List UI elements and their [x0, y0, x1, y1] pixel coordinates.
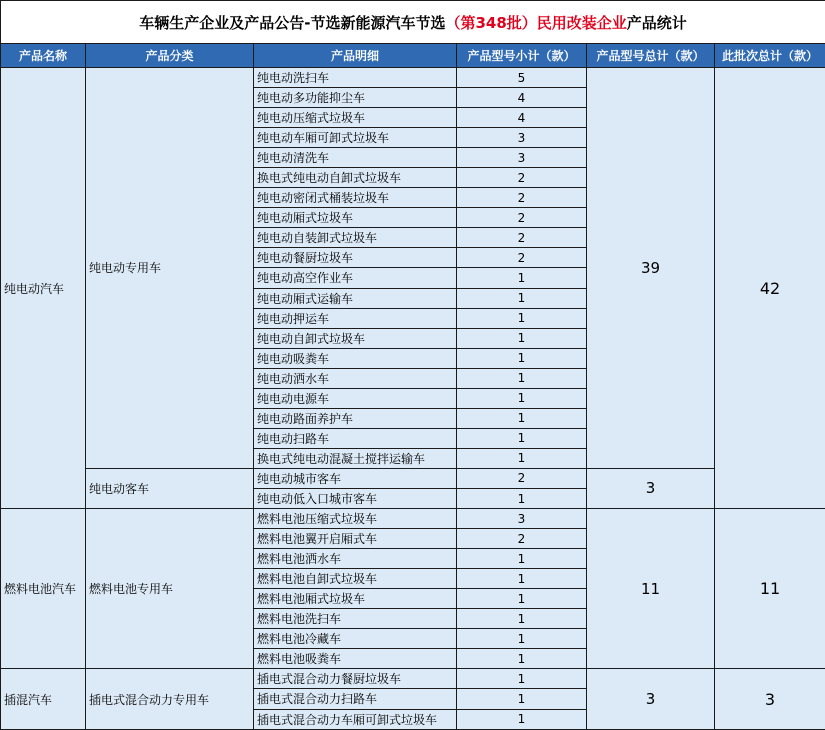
model-subtotal-cell: 1 — [457, 629, 587, 649]
product-detail-cell: 纯电动洒水车 — [254, 368, 457, 388]
model-subtotal-cell: 1 — [457, 308, 587, 328]
product-category-cell: 插电式混合动力专用车 — [86, 669, 254, 730]
model-subtotal-cell: 3 — [457, 509, 587, 529]
product-detail-cell: 纯电动自卸式垃圾车 — [254, 328, 457, 348]
product-detail-cell: 纯电动洗扫车 — [254, 68, 457, 88]
model-subtotal-cell: 2 — [457, 468, 587, 488]
model-subtotal-cell: 1 — [457, 268, 587, 288]
model-subtotal-cell: 2 — [457, 228, 587, 248]
model-subtotal-cell: 3 — [457, 128, 587, 148]
model-subtotal-cell: 1 — [457, 368, 587, 388]
product-name-cell: 燃料电池汽车 — [1, 509, 86, 669]
product-detail-cell: 纯电动低入口城市客车 — [254, 488, 457, 508]
product-detail-cell: 纯电动压缩式垃圾车 — [254, 108, 457, 128]
product-detail-cell: 燃料电池自卸式垃圾车 — [254, 569, 457, 589]
table-body — [1, 68, 825, 730]
product-category-cell: 纯电动客车 — [86, 468, 254, 508]
model-subtotal-cell: 1 — [457, 609, 587, 629]
title-part1: 车辆生产企业及产品公告-节选新能源汽车节选 — [139, 13, 446, 32]
product-detail-cell: 插电式混合动力扫路车 — [254, 689, 457, 709]
table-row — [1, 509, 825, 529]
product-detail-cell: 纯电动电源车 — [254, 388, 457, 408]
title-row — [1, 1, 825, 44]
table-row — [1, 669, 825, 689]
model-subtotal-cell: 2 — [457, 529, 587, 549]
model-subtotal-cell: 1 — [457, 288, 587, 308]
batch-total-cell: 42 — [715, 68, 825, 509]
product-detail-cell: 燃料电池冷藏车 — [254, 629, 457, 649]
header-model-total: 产品型号总计（款） — [587, 44, 715, 68]
model-subtotal-cell: 1 — [457, 689, 587, 709]
model-subtotal-cell: 1 — [457, 428, 587, 448]
model-subtotal-cell: 1 — [457, 348, 587, 368]
model-subtotal-cell: 2 — [457, 168, 587, 188]
model-subtotal-cell: 1 — [457, 488, 587, 508]
product-category-cell: 燃料电池专用车 — [86, 509, 254, 669]
model-subtotal-cell: 1 — [457, 388, 587, 408]
product-detail-cell: 燃料电池洒水车 — [254, 549, 457, 569]
header-batch-total: 此批次总计（款） — [715, 44, 825, 68]
batch-total-cell: 11 — [715, 509, 825, 669]
model-total-cell: 11 — [587, 509, 715, 669]
model-subtotal-cell: 1 — [457, 328, 587, 348]
product-detail-cell: 纯电动厢式运输车 — [254, 288, 457, 308]
model-subtotal-cell: 4 — [457, 108, 587, 128]
header-product-detail: 产品明细 — [254, 44, 457, 68]
product-detail-cell: 燃料电池厢式垃圾车 — [254, 589, 457, 609]
header-product-category: 产品分类 — [86, 44, 254, 68]
model-total-cell: 3 — [587, 468, 715, 508]
product-detail-cell: 燃料电池洗扫车 — [254, 609, 457, 629]
table-title — [1, 1, 825, 44]
product-detail-cell: 纯电动清洗车 — [254, 148, 457, 168]
model-subtotal-cell: 1 — [457, 669, 587, 689]
product-detail-cell: 纯电动高空作业车 — [254, 268, 457, 288]
product-detail-cell: 燃料电池翼开启厢式车 — [254, 529, 457, 549]
product-detail-cell: 换电式纯电动自卸式垃圾车 — [254, 168, 457, 188]
product-detail-cell: 纯电动扫路车 — [254, 428, 457, 448]
header-product-name: 产品名称 — [1, 44, 86, 68]
model-subtotal-cell: 1 — [457, 408, 587, 428]
model-subtotal-cell: 4 — [457, 88, 587, 108]
model-subtotal-cell: 2 — [457, 208, 587, 228]
model-subtotal-cell: 2 — [457, 248, 587, 268]
batch-total-cell: 3 — [715, 669, 825, 730]
product-name-cell: 纯电动汽车 — [1, 68, 86, 509]
title-part2-highlight: （第348批）民用改装企业 — [445, 13, 627, 32]
model-subtotal-cell: 1 — [457, 589, 587, 609]
title-part3: 产品统计 — [626, 13, 687, 32]
product-detail-cell: 换电式纯电动混凝土搅拌运输车 — [254, 448, 457, 468]
model-subtotal-cell: 1 — [457, 549, 587, 569]
table-row — [1, 468, 825, 488]
product-detail-cell: 纯电动押运车 — [254, 308, 457, 328]
product-detail-cell: 燃料电池压缩式垃圾车 — [254, 509, 457, 529]
table-row — [1, 68, 825, 88]
product-name-cell: 插混汽车 — [1, 669, 86, 730]
product-detail-cell: 纯电动城市客车 — [254, 468, 457, 488]
model-subtotal-cell: 1 — [457, 649, 587, 669]
header-model-subtotal: 产品型号小计（款） — [457, 44, 587, 68]
product-detail-cell: 纯电动车厢可卸式垃圾车 — [254, 128, 457, 148]
model-subtotal-cell: 2 — [457, 188, 587, 208]
product-category-cell: 纯电动专用车 — [86, 68, 254, 469]
header-row — [1, 44, 825, 68]
product-detail-cell: 燃料电池吸粪车 — [254, 649, 457, 669]
product-detail-cell: 纯电动自装卸式垃圾车 — [254, 228, 457, 248]
model-total-cell: 39 — [587, 68, 715, 469]
model-subtotal-cell: 5 — [457, 68, 587, 88]
model-subtotal-cell: 3 — [457, 148, 587, 168]
product-detail-cell: 纯电动密闭式桶装垃圾车 — [254, 188, 457, 208]
product-detail-cell: 纯电动厢式垃圾车 — [254, 208, 457, 228]
product-detail-cell: 插电式混合动力餐厨垃圾车 — [254, 669, 457, 689]
product-detail-cell: 纯电动餐厨垃圾车 — [254, 248, 457, 268]
model-subtotal-cell: 1 — [457, 569, 587, 589]
product-detail-cell: 纯电动吸粪车 — [254, 348, 457, 368]
product-detail-cell: 纯电动多功能抑尘车 — [254, 88, 457, 108]
model-subtotal-cell: 1 — [457, 709, 587, 730]
product-detail-cell: 纯电动路面养护车 — [254, 408, 457, 428]
model-total-cell: 3 — [587, 669, 715, 730]
product-detail-cell: 插电式混合动力车厢可卸式垃圾车 — [254, 709, 457, 730]
model-subtotal-cell: 1 — [457, 448, 587, 468]
